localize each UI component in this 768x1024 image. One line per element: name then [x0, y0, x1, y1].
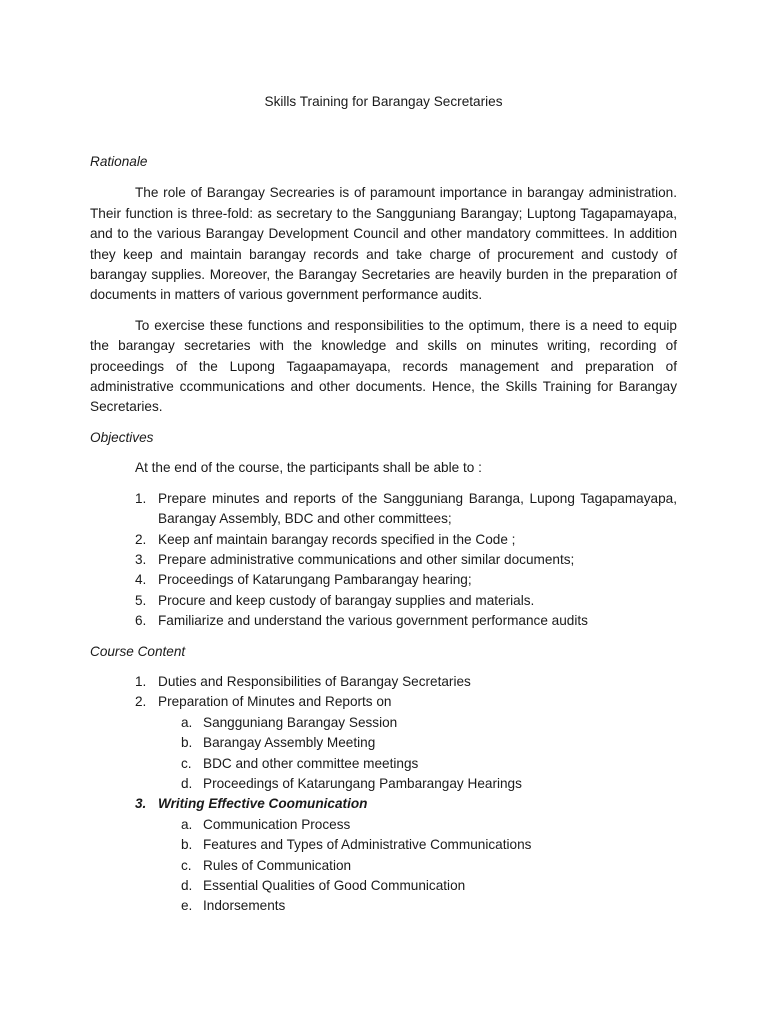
list-item-text: Familiarize and understand the various government performance audits [158, 613, 588, 629]
sub-list-letter: d. [181, 878, 193, 893]
sub-list-item [158, 856, 677, 876]
sub-list-item-text: Features and Types of Administrative Communications [203, 837, 532, 853]
sub-list-item-text: Proceedings of Katarungang Pambarangay Hearings [203, 775, 522, 791]
sub-list-item-text: Barangay Assembly Meeting [203, 735, 376, 751]
list-item-text: Procure and keep custody of barangay supplies and materials. [158, 592, 535, 608]
sub-list-item [158, 876, 677, 896]
sub-list-item-text: Rules of Communication [203, 857, 352, 873]
list-number: 4. [135, 572, 147, 588]
sub-list-item [158, 896, 677, 916]
sub-list-letter: d. [181, 775, 193, 791]
sub-list-letter: e. [181, 898, 193, 914]
list-item [90, 611, 677, 631]
list-item [90, 794, 677, 916]
objectives-intro: At the end of the course, the participants shall be able to : [135, 460, 482, 476]
sub-list-item [158, 754, 677, 774]
list-item-text: Keep anf maintain barangay records specified in the Code ; [158, 531, 516, 547]
list-item-text: Duties and Responsibilities of Barangay Secretaries [158, 673, 471, 689]
objectives-list [90, 489, 677, 632]
list-item [90, 570, 677, 590]
list-item [90, 550, 677, 570]
list-item-text: Prepare administrative communications and other similar documents; [158, 551, 575, 567]
list-item [90, 489, 677, 530]
sub-list-item [158, 733, 677, 753]
list-number: 3. [135, 796, 147, 812]
list-number: 1. [135, 673, 147, 689]
list-item-text: Preparation of Minutes and Reports on [158, 694, 392, 710]
rationale-paragraph: To exercise these functions and responsibilities to the optimum, there is a need to equip the barangay secretaries with the knowledge and skills on minutes writing, recording of proceedings of the Lupong Tagaapamayapa, records management and preparation of administrative ccommunications and other documents. Hence, the Skills Training for Barangay Secretaries. [90, 317, 677, 415]
objectives-heading: Objectives [90, 429, 154, 445]
sub-list-item-text: Essential Qualities of Good Communication [203, 878, 466, 893]
rationale-heading: Rationale [90, 154, 148, 169]
list-number: 2. [135, 694, 147, 710]
sub-list-letter: c. [181, 857, 192, 873]
sub-list-letter: a. [181, 816, 193, 832]
course-content-list [90, 672, 677, 917]
list-item [90, 591, 677, 611]
list-number: 2. [135, 531, 147, 547]
document-body [90, 92, 677, 917]
sub-list-item [158, 815, 677, 835]
sub-list [158, 713, 677, 795]
sub-list-letter: b. [181, 735, 193, 751]
sub-list-item-text: BDC and other committee meetings [203, 755, 419, 771]
sub-list-item-text: Communication Process [203, 816, 351, 832]
list-number: 3. [135, 551, 147, 567]
list-item-text: Proceedings of Katarungang Pambarangay hearing; [158, 572, 472, 588]
sub-list-letter: c. [181, 755, 192, 771]
list-number: 1. [135, 490, 147, 506]
rationale-paragraph: The role of Barangay Secrearies is of paramount importance in barangay administration. Their function is three-fold: as secretary to the Sangguniang Barangay; Luptong Tagapamayapa, and to the various Barangay Development Council and other mandatory committees. In addition they keep and maintain barangay records and take charge of procurement and custody of barangay supplies. Moreover, the Barangay Secretaries are heavily burden in the preparation of documents in matters of various government performance audits. [90, 185, 677, 303]
sub-list [158, 815, 677, 917]
list-item [90, 530, 677, 550]
list-item [90, 672, 677, 692]
document-title: Skills Training for Barangay Secretaries [264, 94, 503, 109]
sub-list-item-text: Sangguniang Barangay Session [203, 714, 398, 730]
sub-list-letter: b. [181, 837, 193, 853]
list-number: 6. [135, 613, 147, 629]
sub-list-item [158, 713, 677, 733]
sub-list-item-text: Indorsements [203, 898, 286, 914]
course-content-heading: Course Content [90, 643, 186, 659]
list-item-text: Writing Effective Coomunication [158, 796, 368, 812]
list-item [90, 692, 677, 794]
sub-list-item [158, 774, 677, 794]
list-item-text: Prepare minutes and reports of the Sangguniang Baranga, Lupong Tagapamayapa, Barangay Assembly, BDC and other committees; [158, 490, 677, 527]
sub-list-item [158, 835, 677, 855]
sub-list-letter: a. [181, 714, 193, 730]
list-number: 5. [135, 592, 147, 608]
